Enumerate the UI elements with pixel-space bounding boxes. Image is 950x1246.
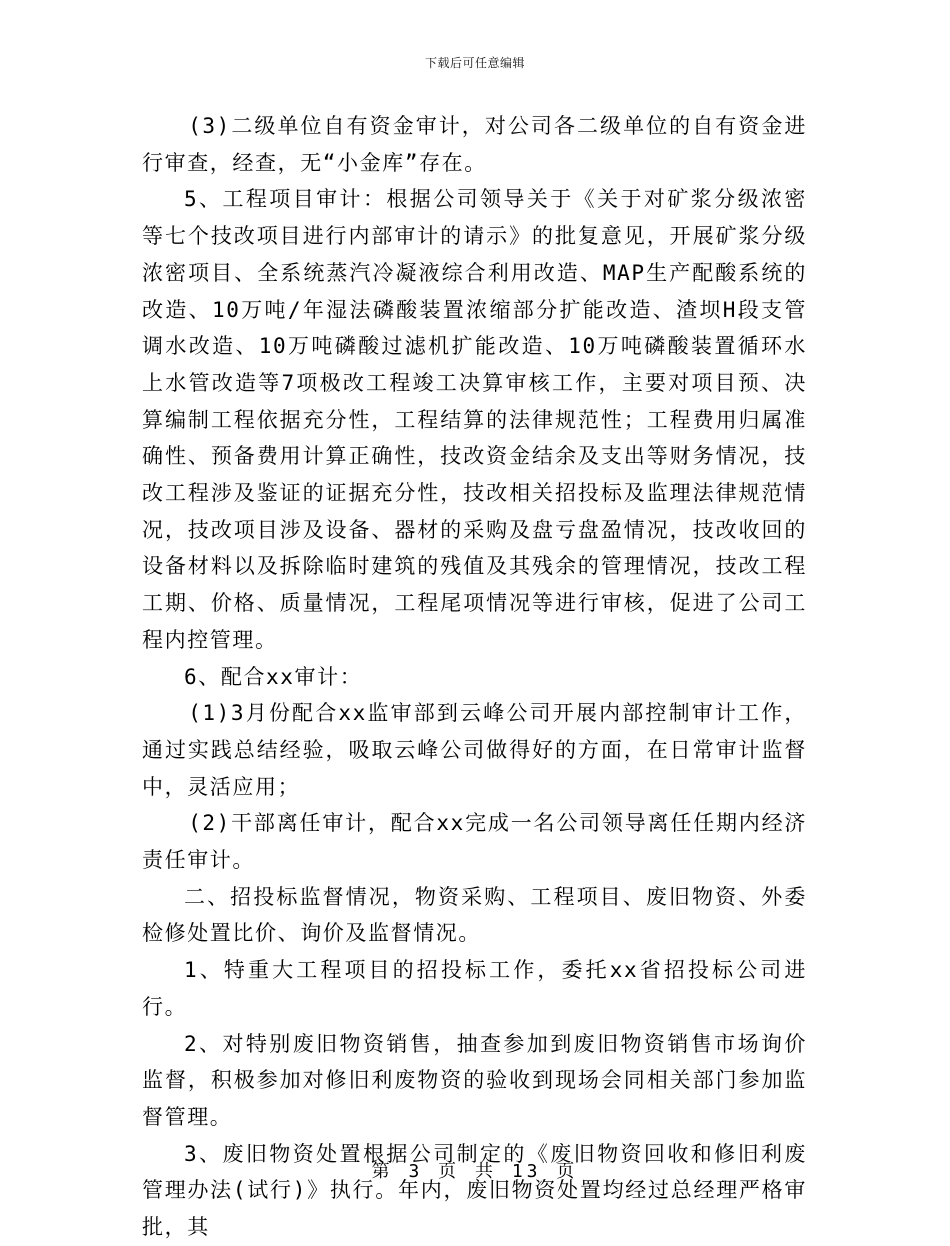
header-note: 下载后可任意编辑 — [424, 56, 525, 70]
page-number-footer: 第 3 页 共 13 页 — [371, 1161, 579, 1182]
paragraph-major-project-bidding: 1、特重大工程项目的招投标工作，委托xx省招投标公司进行。 — [142, 958, 807, 1019]
paragraph-internal-control-audit: (1)3月份配合xx监审部到云峰公司开展内部控制审计工作，通过实践总结经验，吸取云峰公司做得好的方面，在日常审计监督中，灵活应用； — [142, 701, 807, 799]
document-body — [142, 108, 807, 1246]
paragraph-departure-audit: (2)干部离任审计，配合xx完成一名公司领导离任任期内经济责任审计。 — [142, 811, 807, 873]
paragraph-project-audit: 5、工程项目审计：根据公司领导关于《关于对矿浆分级浓密等七个技改项目进行内部审计的请示》的批复意见，开展矿浆分级浓密项目、全系统蒸汽冷凝液综合利用改造、MAP生产配酸系统的改造、10万吨/年湿法磷酸装置浓缩部分扩能改造、渣坝H段支管调水改造、10万吨磷酸过滤机扩能改造、10万吨磷酸装置循环水上水管改造等7项极改工程竣工决算审核工作，主要对项目预、决算编制工程依据充分性，工程结算的法律规范性；工程费用归属准确性、预备费用计算正确性，技改资金结余及支出等财务情况，技改工程涉及鉴证的证据充分性，技改相关招投标及监理法律规范情况，技改项目涉及设备、器材的采购及盘亏盘盈情况，技改收回的设备材料以及拆除临时建筑的残值及其残余的管理情况，技改工程工期、价格、质量情况，工程尾项情况等进行审核，促进了公司工程内控管理。 — [142, 187, 807, 652]
paragraph-bidding-supervision-heading: 二、招投标监督情况，物资采购、工程项目、废旧物资、外委检修处置比价、询价及监督情况。 — [142, 884, 807, 946]
paragraph-scrap-sales-supervision: 2、对特别废旧物资销售，抽查参加到废旧物资销售市场询价监督，积极参加对修旧利废物资的验收到现场会同相关部门参加监督管理。 — [142, 1031, 807, 1129]
paragraph-own-funds-audit: (3)二级单位自有资金审计，对公司各二级单位的自有资金进行审查，经查，无“小金库”存在。 — [142, 114, 807, 175]
paragraph-cooperate-audit-heading: 6、配合xx审计： — [184, 664, 363, 689]
paragraph-scrap-disposal: 3、废旧物资处置根据公司制定的《废旧物资回收和修旧利废管理办法(试行)》执行。年内，废旧物资处置均经过总经理严格审批，其 — [142, 1141, 807, 1240]
